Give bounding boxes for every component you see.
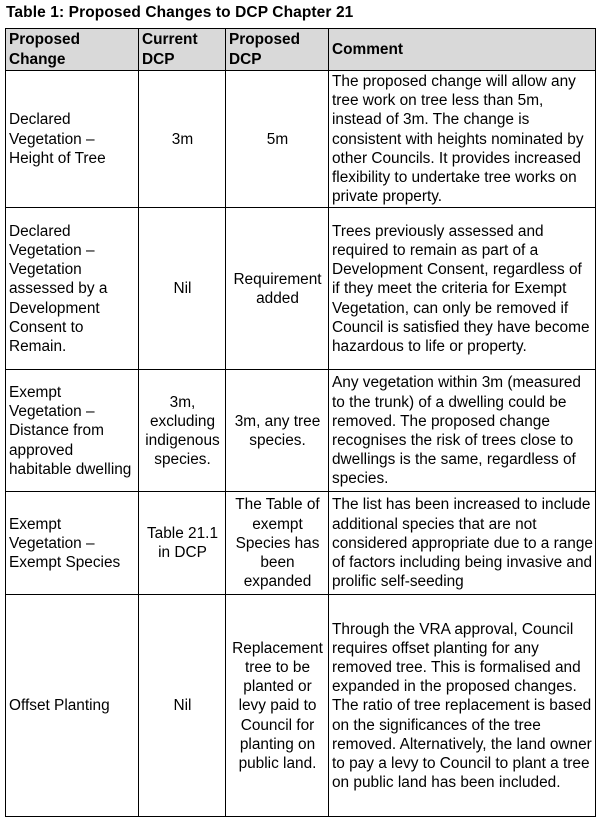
cell-comment: Through the VRA approval, Council requires offset planting for any removed tree. This is formalised and expanded in the proposed changes. The ratio of tree replacement is based on the significances of the tree removed. Alternatively, the land owner to pay a levy to Council to plant a tree on public land has been included.	[329, 595, 596, 817]
cell-proposed-dcp: Requirement added	[226, 208, 329, 370]
cell-proposed-dcp: Replacement tree to be planted or levy paid to Council for planting on public land.	[226, 595, 329, 817]
cell-current-dcp: 3m	[139, 71, 226, 208]
table-row	[6, 370, 596, 492]
header-proposed-dcp: Proposed DCP	[226, 29, 329, 71]
cell-proposed-change: Offset Planting	[6, 595, 139, 817]
cell-proposed-change: Exempt Vegetation – Exempt Species	[6, 492, 139, 595]
cell-comment: Trees previously assessed and required to remain as part of a Development Consent, regardless of if they meet the criteria for Exempt Vegetation, can only be removed if Council is satisfied they have become hazardous to life or property.	[329, 208, 596, 370]
table-row	[6, 208, 596, 370]
cell-proposed-change: Declared Vegetation – Height of Tree	[6, 71, 139, 208]
cell-current-dcp: 3m, excluding indigenous species.	[139, 370, 226, 492]
table-caption: Table 1: Proposed Changes to DCP Chapter 21	[6, 4, 354, 21]
header-proposed-change: Proposed Change	[6, 29, 139, 71]
cell-proposed-change: Exempt Vegetation – Distance from approved habitable dwelling	[6, 370, 139, 492]
header-comment: Comment	[329, 29, 596, 71]
cell-comment: The proposed change will allow any tree work on tree less than 5m, instead of 3m. The change is consistent with heights nominated by other Councils. It provides increased flexibility to undertake tree works on private property.	[329, 71, 596, 208]
cell-comment: Any vegetation within 3m (measured to the trunk) of a dwelling could be removed. The proposed change recognises the risk of trees close to dwellings is the same, regardless of species.	[329, 370, 596, 492]
cell-current-dcp: Nil	[139, 595, 226, 817]
table-row	[6, 595, 596, 817]
cell-current-dcp: Table 21.1 in DCP	[139, 492, 226, 595]
cell-proposed-dcp: 5m	[226, 71, 329, 208]
table-header-row	[6, 29, 596, 71]
header-current-dcp: Current DCP	[139, 29, 226, 71]
proposed-changes-table	[5, 28, 596, 817]
table-row	[6, 492, 596, 595]
cell-proposed-dcp: The Table of exempt Species has been expanded	[226, 492, 329, 595]
cell-comment: The list has been increased to include additional species that are not considered appropriate due to a range of factors including being invasive and prolific self-seeding	[329, 492, 596, 595]
cell-proposed-change: Declared Vegetation – Vegetation assessed by a Development Consent to Remain.	[6, 208, 139, 370]
table-row	[6, 71, 596, 208]
cell-current-dcp: Nil	[139, 208, 226, 370]
cell-proposed-dcp: 3m, any tree species.	[226, 370, 329, 492]
